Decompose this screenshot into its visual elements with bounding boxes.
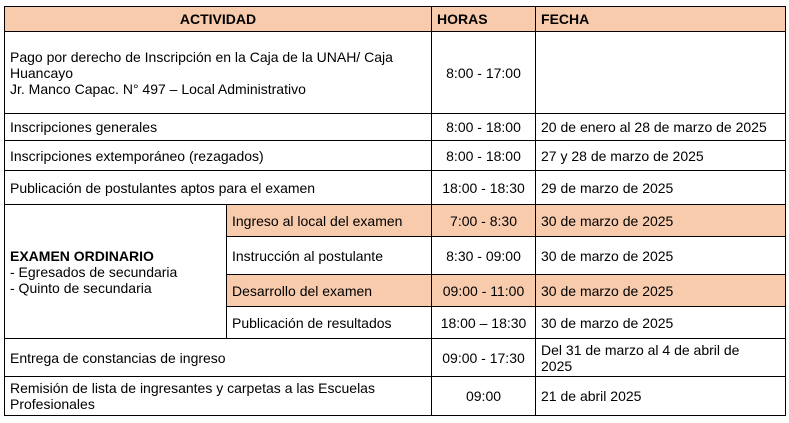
hours-cell: 18:00 - 18:30 [432,171,536,205]
activity-cell: Publicación de postulantes aptos para el examen [5,171,432,205]
hours-cell: 09:00 - 17:30 [432,339,536,377]
exam-activity-cell: Instrucción al postulante [227,237,432,275]
table-row [5,32,786,114]
exam-hours-cell: 09:00 - 11:00 [432,275,536,307]
exam-title: EXAMEN ORDINARIO [10,247,154,264]
activity-line: Huancayo [10,64,74,81]
activity-line: Pago por derecho de Inscripción en la Caja de la UNAH/ Caja [10,48,393,65]
activity-cell [5,32,432,114]
date-cell: 27 y 28 de marzo de 2025 [536,141,786,171]
exam-group-cell [5,205,227,339]
exam-date-cell: 30 de marzo de 2025 [536,237,786,275]
exam-hours-cell: 7:00 - 8:30 [432,205,536,237]
exam-subrow [5,205,786,237]
exam-hours-cell: 18:00 – 18:30 [432,307,536,339]
date-cell: 21 de abril 2025 [536,377,786,416]
table-row [5,114,786,141]
exam-hours-cell: 8:30 - 09:00 [432,237,536,275]
exam-line: - Quinto de secundaria [10,279,152,296]
exam-date-cell: 30 de marzo de 2025 [536,275,786,307]
exam-date-cell: 30 de marzo de 2025 [536,307,786,339]
date-cell: 29 de marzo de 2025 [536,171,786,205]
exam-date-cell: 30 de marzo de 2025 [536,205,786,237]
hours-cell: 8:00 - 17:00 [432,32,536,114]
activity-cell: Entrega de constancias de ingreso [5,339,432,377]
header-hours: HORAS [432,7,536,32]
hours-cell: 09:00 [432,377,536,416]
date-cell [536,339,786,377]
exam-activity-cell: Publicación de resultados [227,307,432,339]
activity-cell: Inscripciones generales [5,114,432,141]
table-row [5,339,786,377]
header-date: FECHA [536,7,786,32]
exam-activity-cell: Ingreso al local del examen [227,205,432,237]
date-line: Del 31 de marzo al 4 de abril de [541,341,740,358]
hours-cell: 8:00 - 18:00 [432,141,536,171]
hours-cell: 8:00 - 18:00 [432,114,536,141]
schedule-table [4,6,786,416]
header-activity: ACTIVIDAD [5,7,432,32]
date-cell [536,32,786,114]
activity-line: Remisión de lista de ingresantes y carpetas a las Escuelas [10,380,375,396]
activity-line: Jr. Manco Capac. N° 497 – Local Administrativo [10,80,306,97]
table-row [5,141,786,171]
activity-line: Profesionales [10,396,95,412]
table-header-row [5,7,786,32]
date-cell: 20 de enero al 28 de marzo de 2025 [536,114,786,141]
exam-activity-cell: Desarrollo del examen [227,275,432,307]
activity-cell [5,377,432,416]
exam-line: - Egresados de secundaria [10,263,178,280]
table-row [5,171,786,205]
activity-cell: Inscripciones extemporáneo (rezagados) [5,141,432,171]
date-line: 2025 [541,357,573,374]
table-row [5,377,786,416]
